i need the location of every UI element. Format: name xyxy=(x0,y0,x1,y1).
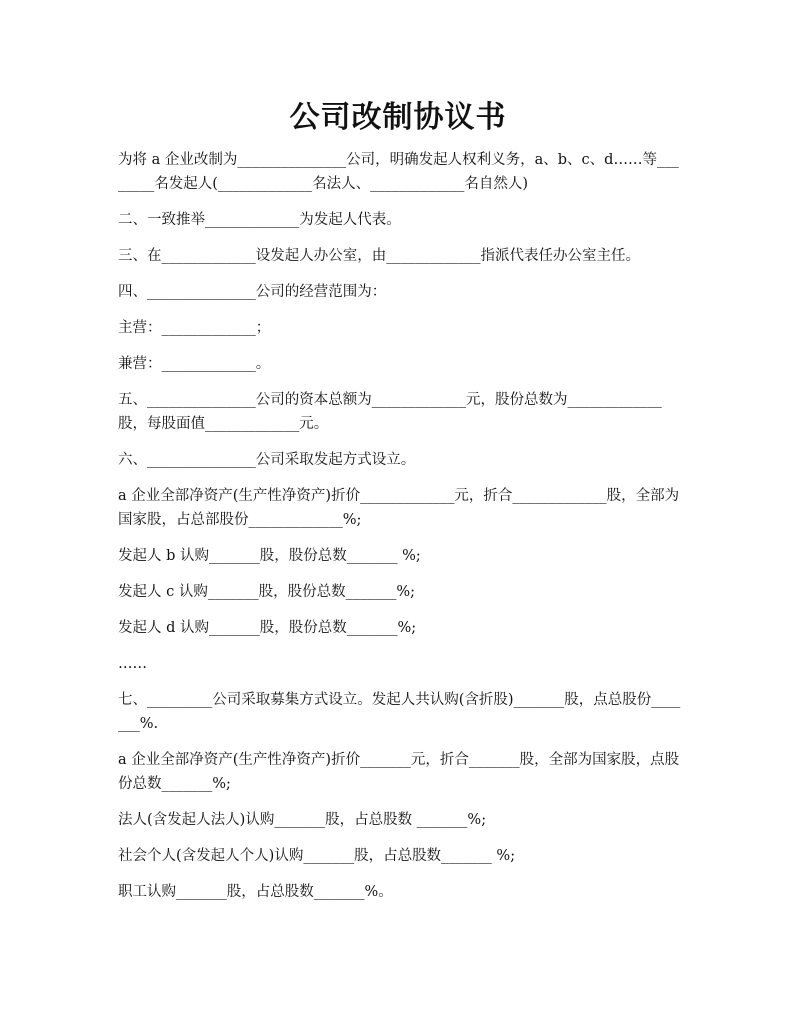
paragraph-main-business: 主营：_____________； xyxy=(118,320,271,336)
document-body xyxy=(118,148,682,916)
paragraph-legal-person: 法人(含发起人法人)认购_______股，占总股数 _______%; xyxy=(118,812,487,828)
paragraph-4: 四、_______________公司的经营范围为： xyxy=(118,284,387,300)
paragraph-ellipsis: …… xyxy=(118,656,147,672)
paragraph-intro: 为将 a 企业改制为_______________公司，明确发起人权利义务，a、b、c、d……等________名发起人(_____________名法人、_____________名自然人) xyxy=(118,152,679,192)
paragraph-a-assets: a 企业全部净资产(生产性净资产)折价_____________元，折合_____________股，全部为国家股，占总部股份_____________%; xyxy=(118,488,680,528)
paragraph-sponsor-d: 发起人 d 认购_______股，股份总数_______%; xyxy=(118,620,417,636)
document-title: 公司改制协议书 xyxy=(289,100,507,135)
paragraph-individuals: 社会个人(含发起人个人)认购_______股，占总股数_______ %; xyxy=(118,848,516,864)
paragraph-sponsor-c: 发起人 c 认购_______股，股份总数_______%; xyxy=(118,584,416,600)
paragraph-sponsor-b: 发起人 b 认购_______股，股份总数_______ %; xyxy=(118,548,421,564)
paragraph-6: 六、_______________公司采取发起方式设立。 xyxy=(118,452,416,468)
paragraph-7: 七、_________公司采取募集方式设立。发起人共认购(含折股)_______股，点总股份_______%. xyxy=(118,692,681,732)
paragraph-2: 二、一致推举_____________为发起人代表。 xyxy=(118,212,401,228)
paragraph-5: 五、_______________公司的资本总额为_____________元，股份总数为_____________股，每股面值_____________元。 xyxy=(118,392,662,432)
paragraph-3: 三、在_____________设发起人办公室，由_____________指派代表任办公室主任。 xyxy=(118,248,640,264)
paragraph-side-business: 兼营：_____________。 xyxy=(118,356,271,372)
paragraph-employees: 职工认购_______股，占总股数_______%。 xyxy=(118,884,393,900)
paragraph-a-assets-2: a 企业全部净资产(生产性净资产)折价_______元，折合_______股，全部为国家股，点股份总数_______%; xyxy=(118,752,680,792)
